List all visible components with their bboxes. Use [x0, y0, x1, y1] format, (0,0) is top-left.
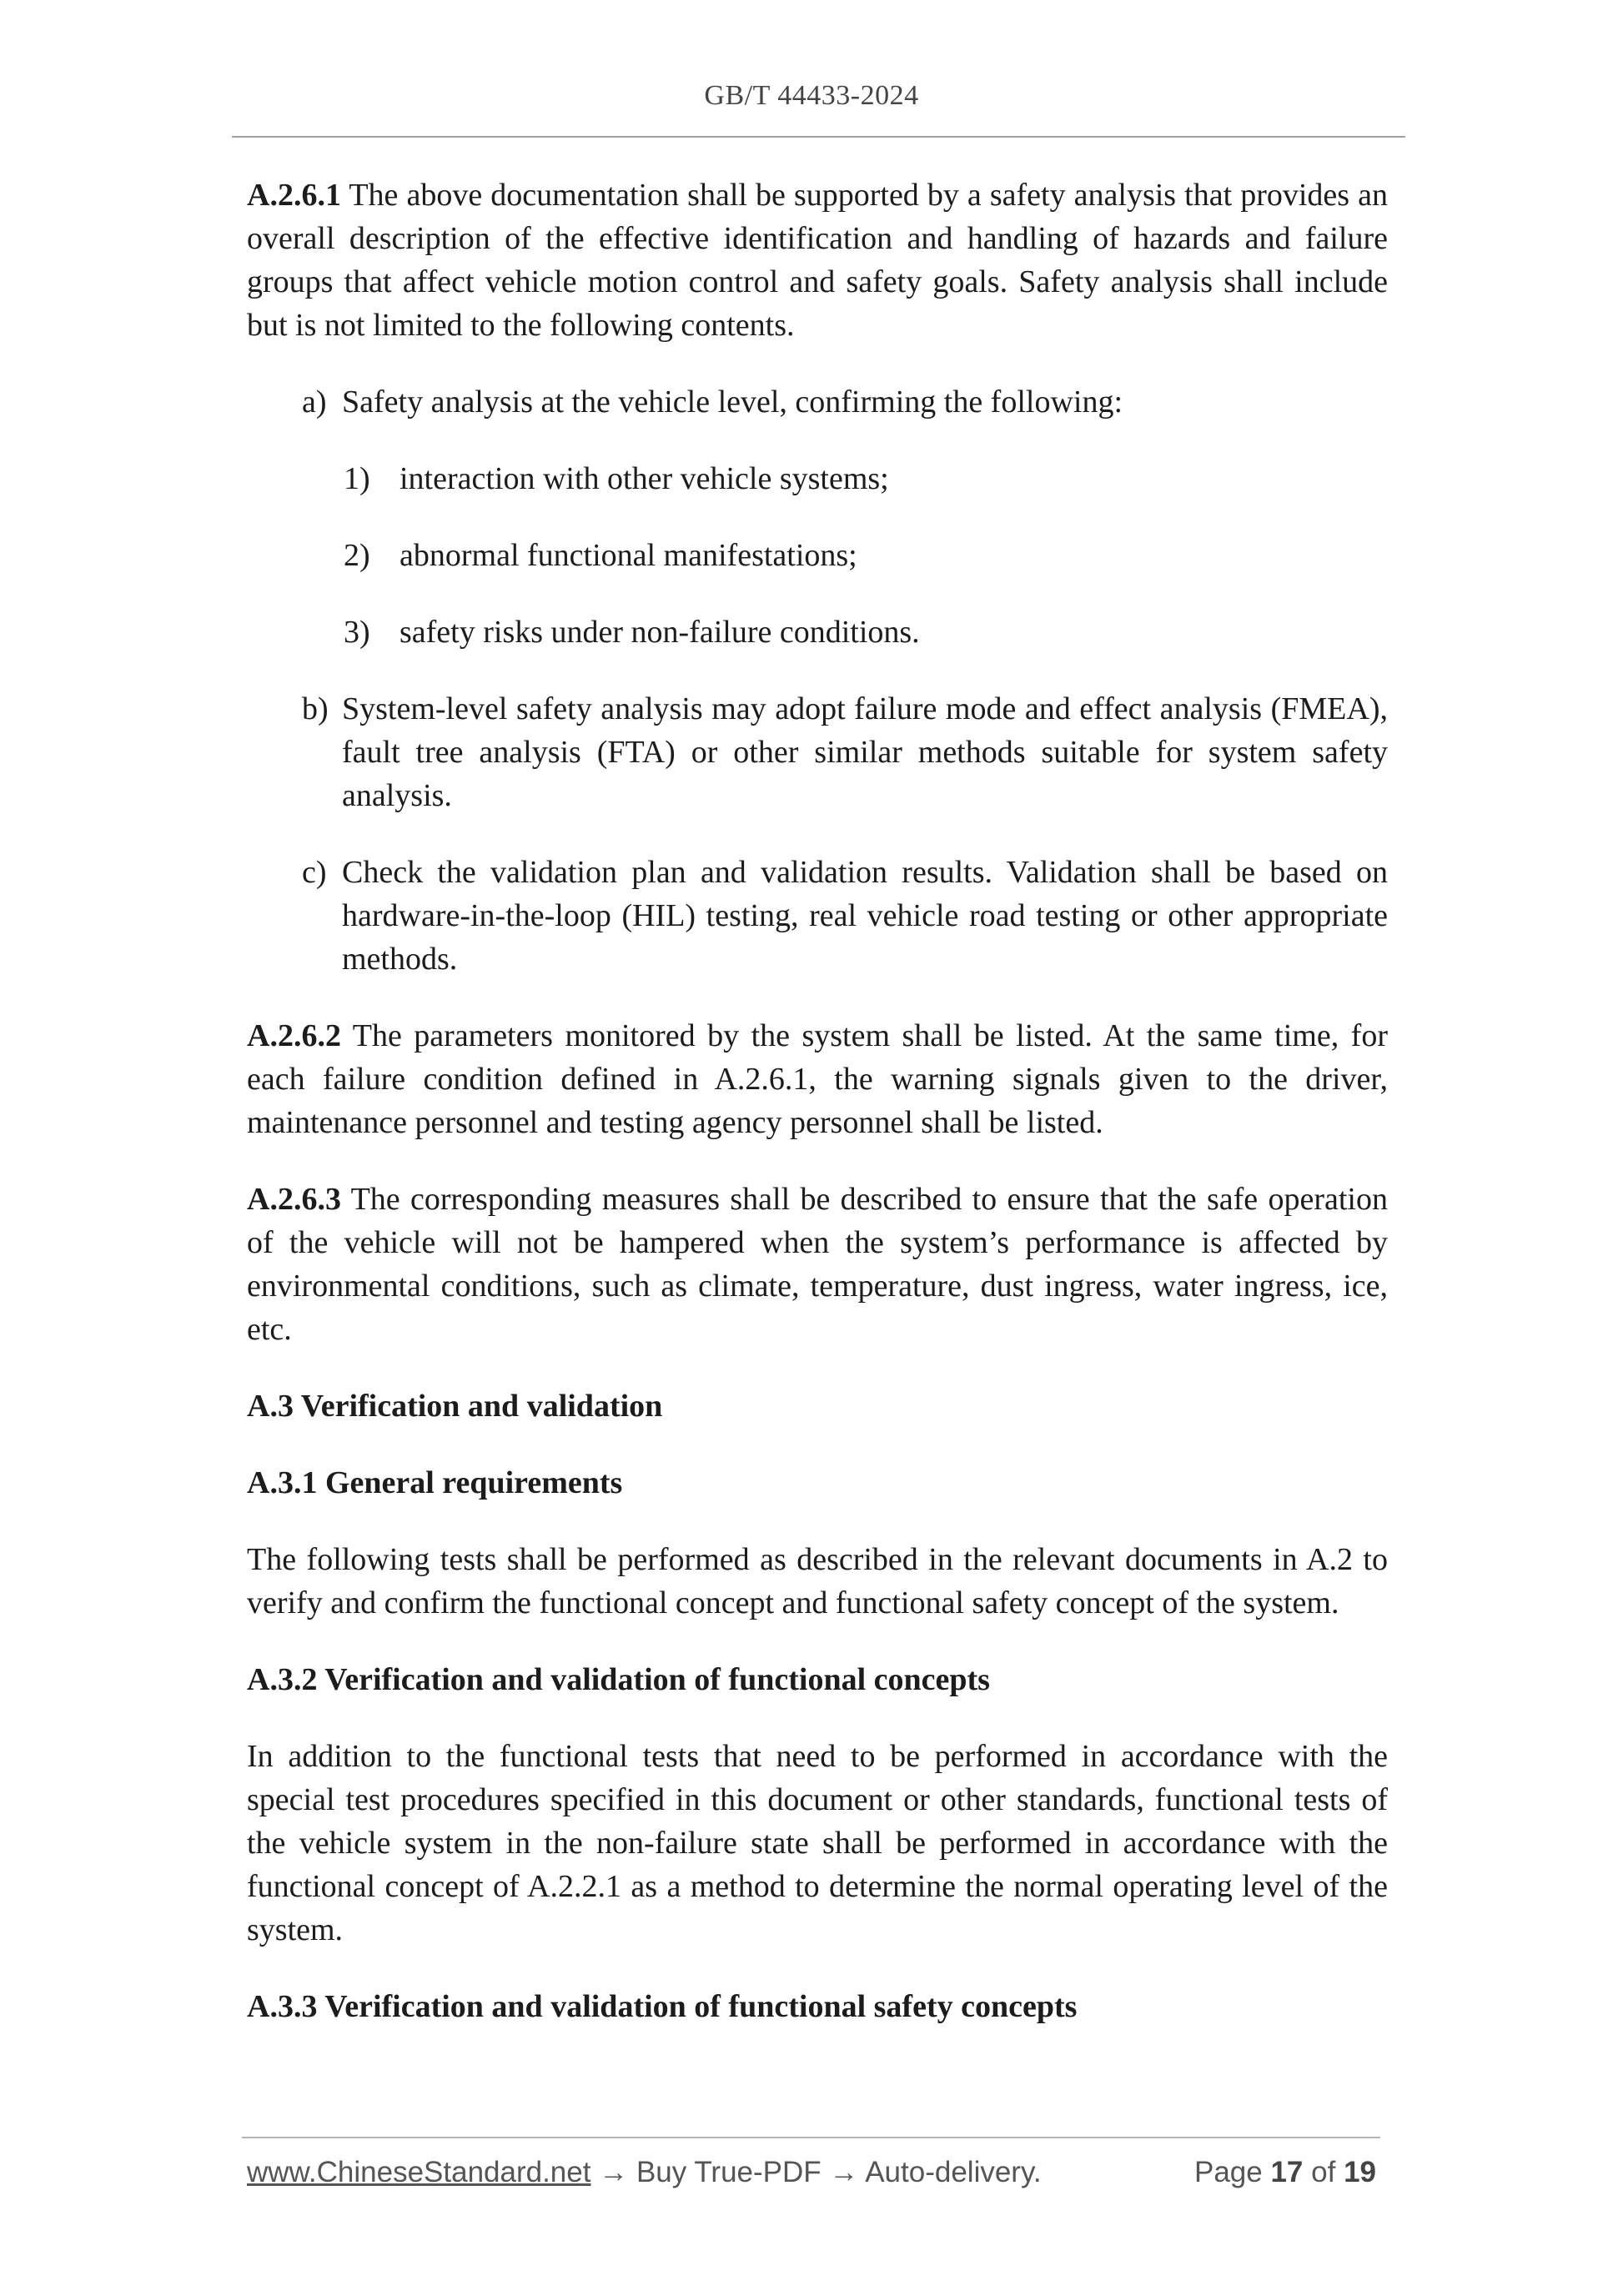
list-marker: b)	[302, 691, 329, 726]
paragraph-a3-2: In addition to the functional tests that need to be performed in accordance with the special test procedures specified in this document or other standards, functional tests of the vehicle system in the non-failure state shall be performed in accordance with the functional concept of A.2.2.1 as a method to determine the normal operating level of the system.	[247, 1739, 1388, 1947]
clause-number: A.2.6.3	[247, 1182, 341, 1217]
footer-promo	[247, 2156, 1042, 2189]
clause-number: A.2.6.1	[247, 178, 341, 213]
page-body	[247, 173, 1388, 2062]
website-link[interactable]: www.ChineseStandard.net	[247, 2156, 591, 2188]
arrow-icon: →	[599, 2156, 629, 2188]
buy-pdf-text: Buy True-PDF	[636, 2156, 822, 2188]
list-item-c	[247, 851, 1388, 981]
paragraph-a3-1: The following tests shall be performed as described in the relevant documents in A.2 to verify and confirm the functional concept and functional safety concept of the system.	[247, 1542, 1388, 1620]
section-heading-a3-1: A.3.1 General requirements	[247, 1465, 623, 1500]
list-item-text: abnormal functional manifestations;	[399, 538, 857, 573]
page-label: Page	[1193, 2156, 1263, 2188]
list-marker: 3)	[344, 615, 370, 650]
section-heading-a3: A.3 Verification and validation	[247, 1389, 663, 1424]
sub-list-item-1	[247, 457, 1388, 500]
section-heading-a3-3: A.3.3 Verification and validation of functional safety concepts	[247, 1989, 1078, 2024]
clause-text: The above documentation shall be supported by a safety analysis that provides an overall description of the effective identification and handling of hazards and failure groups that affect vehicle motion control and safety goals. Safety analysis shall include but is not limited to the following contents.	[247, 178, 1388, 343]
page-number	[1194, 2156, 1376, 2189]
clause-text: The parameters monitored by the system shall be listed. At the same time, for each failure condition defined in A.2.6.1, the warning signals given to the driver, maintenance personnel and testing agency personnel shall be listed.	[247, 1018, 1388, 1140]
clause-a2-6-2	[247, 1014, 1388, 1144]
list-item-text: interaction with other vehicle systems;	[399, 461, 889, 496]
footer-divider	[242, 2137, 1380, 2138]
list-item-a	[247, 380, 1388, 424]
page-of-label: of	[1311, 2156, 1336, 2188]
list-item-text: System-level safety analysis may adopt failure mode and effect analysis (FMEA), fault tree analysis (FTA) or other similar methods suitable for system safety analysis.	[342, 691, 1388, 813]
sub-list-item-2	[247, 534, 1388, 577]
list-item-b	[247, 687, 1388, 817]
list-item-text: Safety analysis at the vehicle level, confirming the following:	[342, 384, 1123, 420]
sub-list-item-3	[247, 610, 1388, 654]
clause-text: The corresponding measures shall be described to ensure that the safe operation of the vehicle will not be hampered when the system’s performance is affected by environmental conditions, such as climate, temperature, dust ingress, water ingress, ice, etc.	[247, 1182, 1388, 1347]
list-item-text: Check the validation plan and validation results. Validation shall be based on hardware-in-the-loop (HIL) testing, real vehicle road testing or other appropriate methods.	[342, 855, 1388, 977]
list-marker: c)	[302, 855, 327, 890]
current-page: 17	[1270, 2156, 1304, 2188]
document-code: GB/T 44433-2024	[704, 80, 919, 111]
header-divider	[232, 136, 1405, 138]
page-header	[0, 80, 1623, 112]
list-marker: 1)	[344, 461, 370, 496]
clause-number: A.2.6.2	[247, 1018, 341, 1053]
list-marker: 2)	[344, 538, 370, 573]
list-item-text: safety risks under non-failure conditions.	[399, 615, 920, 650]
list-marker: a)	[302, 384, 327, 420]
clause-a2-6-1	[247, 173, 1388, 347]
delivery-text: Auto-delivery.	[865, 2156, 1042, 2188]
section-heading-a3-2: A.3.2 Verification and validation of functional concepts	[247, 1662, 990, 1697]
total-pages: 19	[1344, 2156, 1376, 2188]
clause-a2-6-3	[247, 1178, 1388, 1351]
arrow-icon: →	[829, 2156, 859, 2188]
